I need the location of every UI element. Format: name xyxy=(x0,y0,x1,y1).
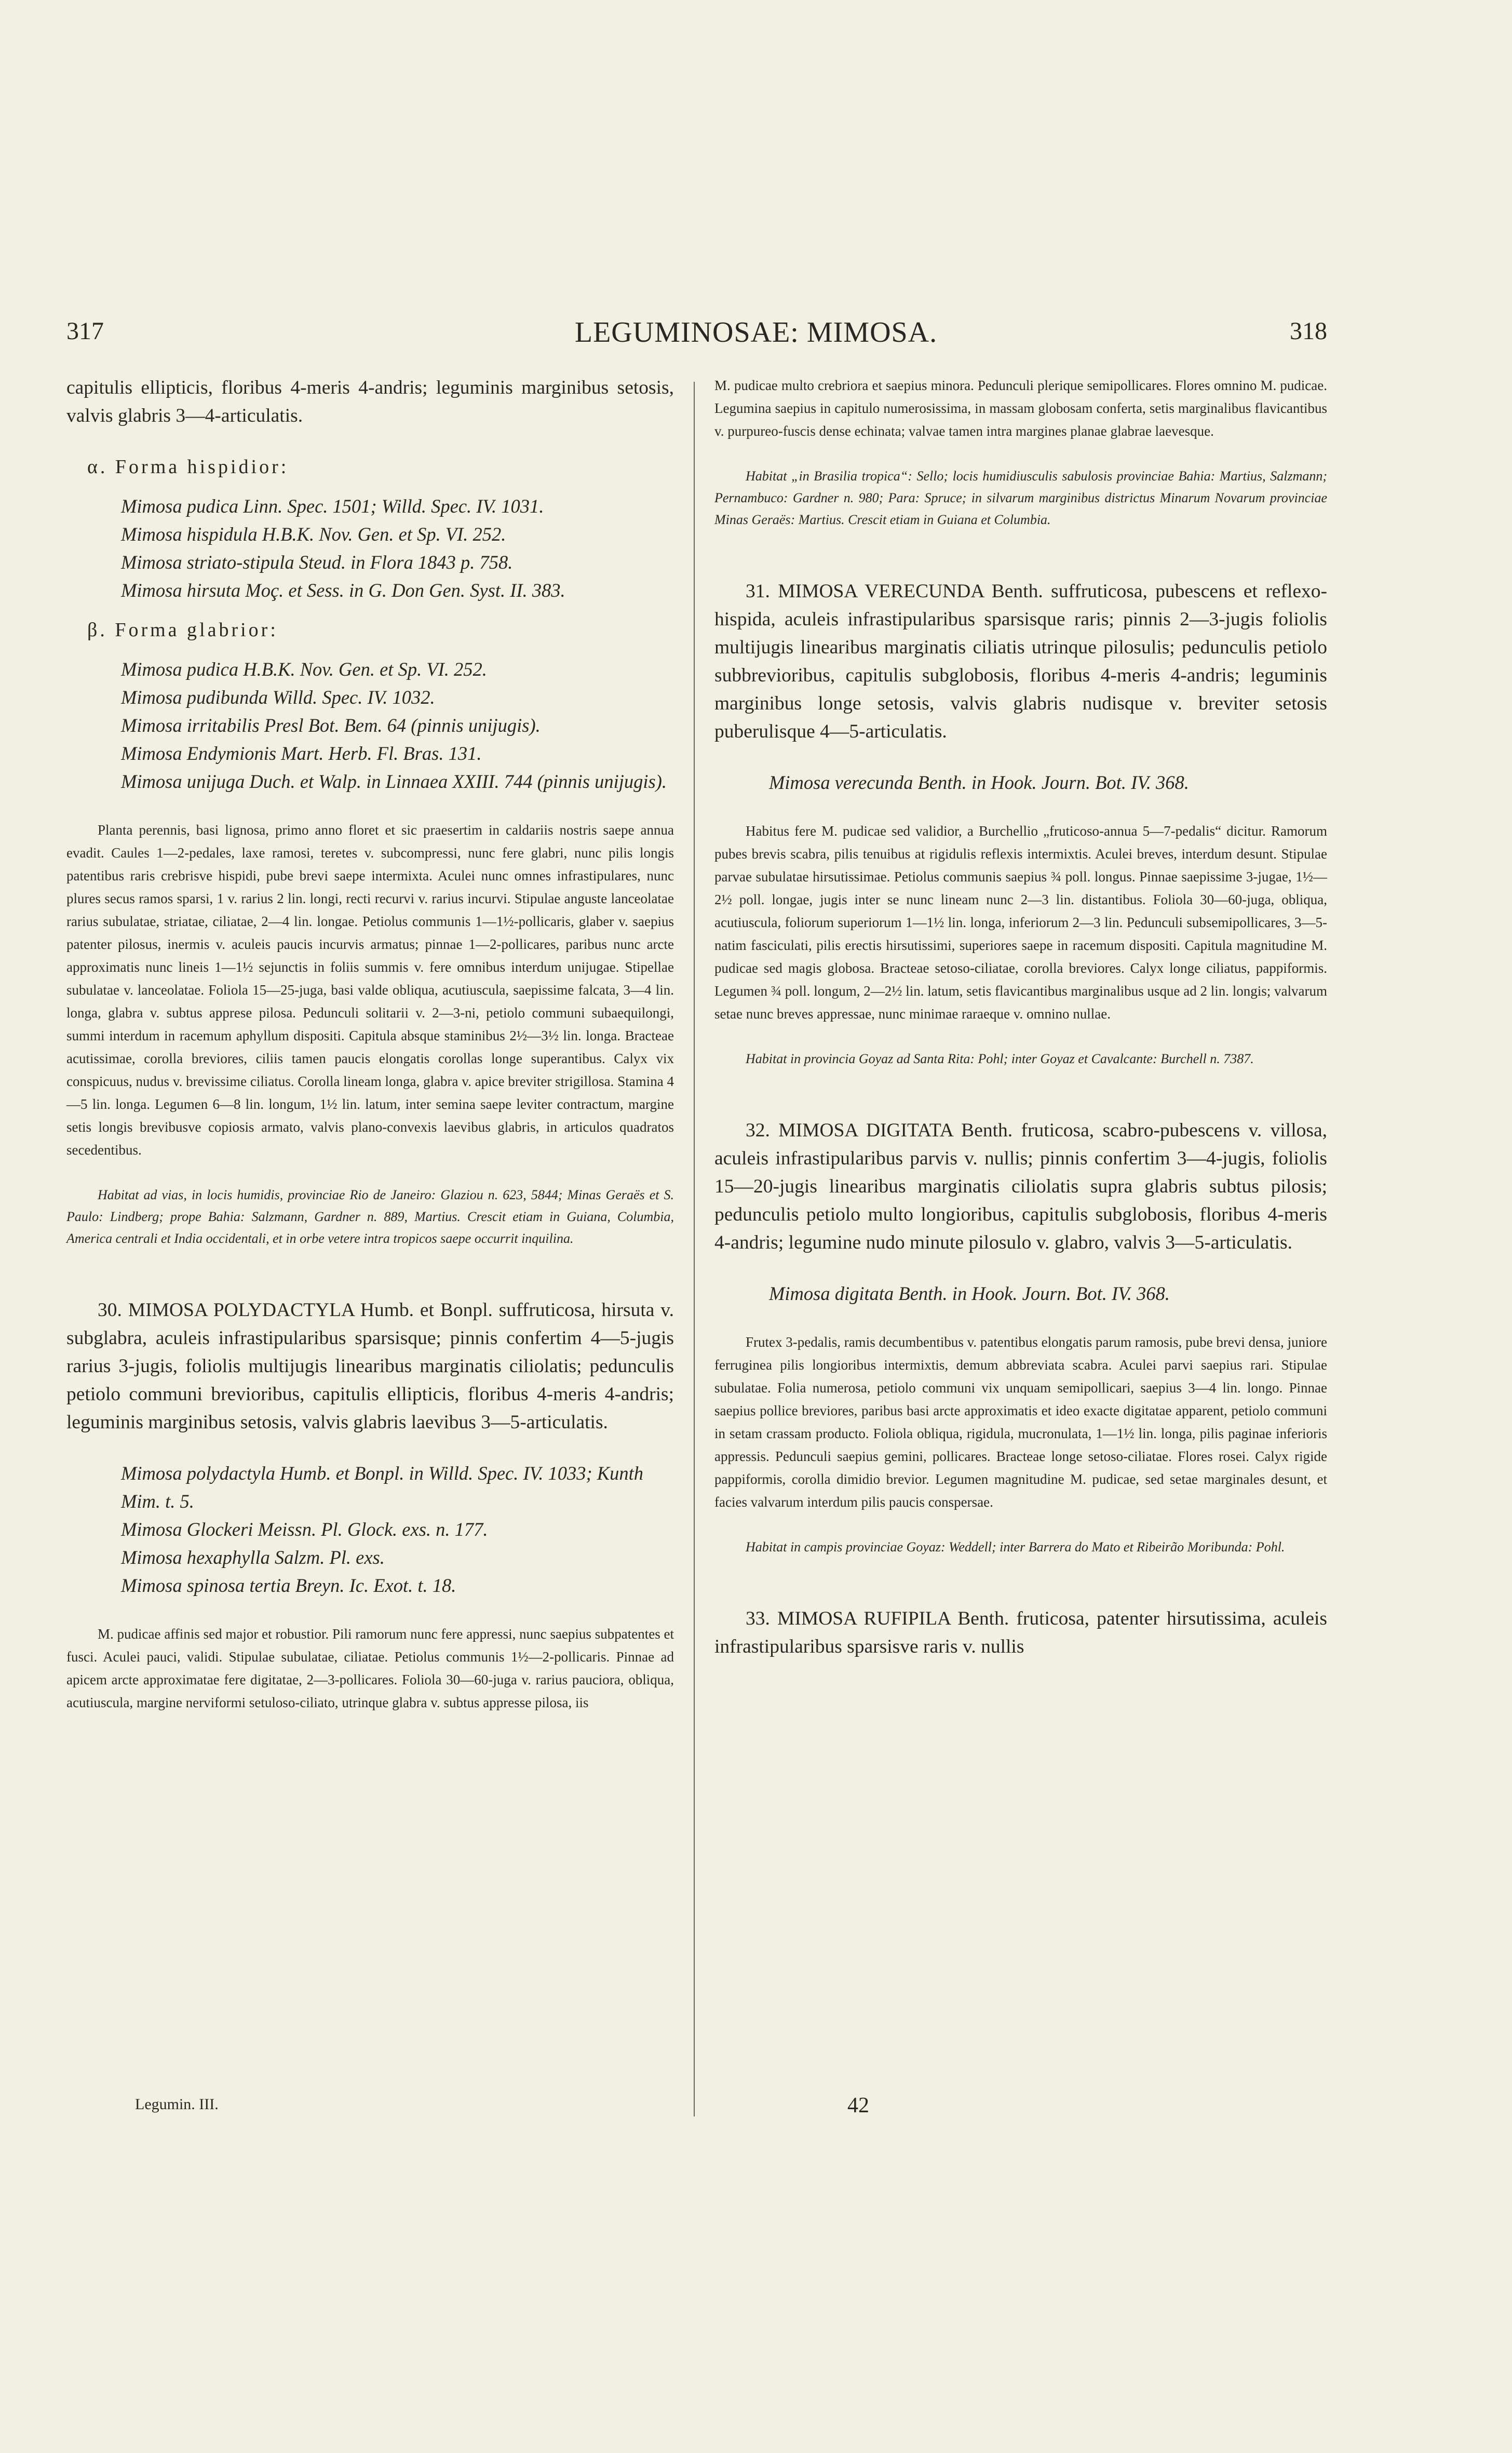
synonym: Mimosa pudica H.B.K. Nov. Gen. et Sp. VI. 252. xyxy=(121,659,487,680)
sheet-number: 42 xyxy=(847,2094,869,2117)
forma-hispidior-heading: α. Forma hispidior: xyxy=(87,456,289,478)
page-number-left: 317 xyxy=(66,317,104,345)
species-32-heading: 32. MIMOSA DIGITATA Benth. fruticosa, scabro-pubescens v. villosa, aculeis infrastipularibus parvis v. nullis; pinnis confertim 3—4-jugis, foliolis 15—20-jugis linearibus marginatis ciliolatis supra glabris subtus pilosis; pedunculis petiolo multo longioribus, capitulis subglobosis, floribus 4-meris 4-andris; legumine nudo minute pilosulo v. glabro, valvis 3—5-articulatis. xyxy=(714,1120,1327,1253)
description-paragraph: Frutex 3-pedalis, ramis decumbentibus v. patentibus elongatis parum ramosis, pube brevi densa, juniore ferruginea pilis longioribus intermixtis, demum abbreviata scabra. Aculei parvi saepius rari. Stipulae subulatae. Folia numerosa, petiolo communi vix unquam semipollicari, saepius 3—4 lin. longo. Pinnae saepius pollice breviores, paribus basi arcte approximatis et ideo exacte digitatae apparent, petiolo communi in setam crassam producto. Foliola obliqua, rigidula, mucronulata, 1—1½ lin. longa, pilis paginae inferioris appressis. Pedunculi saepius gemini, pollicares. Bracteae longe setoso-ciliatae. Flores rosei. Calyx rigide pappiformis, corolla dimidio brevior. Legumen magnitudine M. pudicae, sed setae marginales desunt, et facies valvarum interdum pilis paucis conspersae. xyxy=(714,1334,1327,1510)
synonym: Mimosa Endymionis Mart. Herb. Fl. Bras. 131. xyxy=(121,743,482,764)
synonym: Mimosa pudica Linn. Spec. 1501; Willd. Spec. IV. 1031. xyxy=(121,495,544,517)
synonym: Mimosa verecunda Benth. in Hook. Journ. Bot. IV. 368. xyxy=(769,772,1189,793)
species-30-heading: 30. MIMOSA POLYDACTYLA Humb. et Bonpl. suffruticosa, hirsuta v. subglabra, aculeis infrastipularibus sparsisque; pinnis confertim 4—5-jugis rarius 3-jugis, foliolis multijugis linearibus marginatis ciliolatis; pedunculis petiolo communi brevioribus, capitulis ellipticis, floribus 4-meris 4-andris; leguminis marginibus setosis, valvis glabris laevibus 3—5-articulatis. xyxy=(66,1299,674,1433)
synonym: Mimosa hispidula H.B.K. Nov. Gen. et Sp. VI. 252. xyxy=(121,524,506,545)
continued-paragraph: M. pudicae multo crebriora et saepius minora. Pedunculi plerique semipollicares. Flores omnino M. pudicae. Legumina saepius in capitulo numerosissima, in massam globosam conferta, setis marginalibus flavicantibus v. purpureo-fuscis dense echinata; valvae tamen intra margines planae glabrae laevesque. xyxy=(714,378,1327,439)
page-number-right: 318 xyxy=(1290,317,1327,345)
habitat-paragraph: Habitat ad vias, in locis humidis, provinciae Rio de Janeiro: Glaziou n. 623, 5844; Minas Geraës et S. Paulo: Lindberg; prope Bahia: Salzmann, Gardner n. 889, Martius. Crescit etiam in Guiana, Columbia, America centrali et India occidentali, et in orbe vetere intra tropicos saepe occurrit inquilina. xyxy=(66,1187,674,1246)
synonym: Mimosa unijuga Duch. et Walp. in Linnaea XXIII. 744 (pinnis unijugis). xyxy=(121,771,667,792)
description-paragraph: Planta perennis, basi lignosa, primo anno floret et sic praesertim in caldariis nostris saepe annua evadit. Caules 1—2-pedales, laxe ramosi, teretes v. subcompressi, nunc fere glabri, nunc pilis longis patentibus raris crebrisve hispidi, pube brevi saepe intermixta. Aculei nunc omnes infrastipulares, nunc plures secus ramos sparsi, 1 v. rarius 2 lin. longi, recti recurvi v. rarius incurvi. Stipulae anguste lanceolatae rarius subulatae, striatae, ciliatae, 2—4 lin. longae. Petiolus communis 1—1½-pollicaris, glaber v. saepius patenter pilosus, inermis v. aculeis paucis incurvis armatus; pinnae 1—2-pollicares, paribus nunc arcte approximatis nunc lineis 1—1½ sejunctis in foliis summis v. fere omnibus interdum unijugae. Stipellae subulatae v. lanceolatae. Foliola 15—25-juga, basi valde obliqua, acutiuscula, saepissime falcata, 3—4 lin. longa, glabra v. subtus apprese pilosa. Pedunculi solitarii v. 2—3-ni, petiolo communi subaequilongi, summi interdum in racemum aphyllum dispositi. Capitula absque staminibus 2½—3½ lin. longa. Bracteae acutissimae, corolla breviores, ciliis tamen paucis elongatis corollas longe superantibus. Calyx vix conspicuus, nudus v. brevissime ciliatus. Corolla lineam longa, glabra v. apice breviter strigillosa. Stamina 4—5 lin. longa. Legumen 6—8 lin. longum, 1½ lin. latum, inter semina saepe leviter contractum, margine setis longis brevibusve copiosis armato, valvis plano-convexis laevibus glabris, in articulos quadratos secedentibus. xyxy=(66,822,674,1158)
synonym: Mimosa irritabilis Presl Bot. Bem. 64 (pinnis unijugis). xyxy=(121,715,541,736)
synonym: Mimosa striato-stipula Steud. in Flora 1843 p. 758. xyxy=(121,552,513,573)
left-column xyxy=(66,374,674,1714)
habitat-paragraph: Habitat „in Brasilia tropica“: Sello; locis humidiusculis sabulosis provinciae Bahia: Martius, Salzmann; Pernambuco: Gardner n. 980; Para: Spruce; in silvarum marginibus districtus Minarum Novarum provinciae Minas Geraës: Martius. Crescit etiam in Guiana et Columbia. xyxy=(714,468,1327,527)
description-paragraph: Habitus fere M. pudicae sed validior, a Burchellio „fruticoso-annua 5—7-pedalis“ dicitur. Ramorum pubes brevis scabra, pilis tenuibus at rigidulis reflexis intermixtis. Aculei breves, interdum desunt. Stipulae parvae subulatae hirsutissimae. Petiolus communis saepius ¾ poll. longus. Pinnae saepissime 3-jugae, 1½—2½ poll. longae, jugis inter se nunc lineam nunc 2—3 lin. distantibus. Foliola 30—60-juga, obliqua, acutiuscula, foliorum superiorum 1—1½ lin. longa, inferiorum 2—3 lin. Pedunculi subsemipollicares, 3—5-natim fasciculati, pilis erectis hirsutissimi, superiores saepe in racemum dispositi. Capitula magnitudine M. pudicae sed magis globosa. Bracteae setoso-ciliatae, corolla breviores. Calyx longe ciliatus, pappiformis. Legumen ¾ poll. longum, 2—2½ lin. latum, setis flavicantibus marginalibus usque ad 2 lin. longis; valvarum setae nunc breves appressae, nunc minimae raraeque v. omnino nullae. xyxy=(714,823,1327,1022)
species-33-heading: 33. MIMOSA RUFIPILA Benth. fruticosa, patenter hirsutissima, aculeis infrastipularibus sparsisve raris v. nullis xyxy=(714,1608,1327,1657)
running-head: LEGUMINOSAE: MIMOSA. xyxy=(574,316,938,348)
intro-text: capitulis ellipticis, floribus 4-meris 4-andris; leguminis marginibus setosis, valvis glabris 3—4-articulatis. xyxy=(66,377,674,426)
synonym: Mimosa hexaphylla Salzm. Pl. exs. xyxy=(121,1547,385,1568)
species-31-heading: 31. MIMOSA VERECUNDA Benth. suffruticosa, pubescens et reflexo-hispida, aculeis infrastipularibus sparsisque raris; pinnis 2—3-jugis foliolis multijugis linearibus marginatis ciliatis utrinque pilosulis; pedunculis petiolo subbrevioribus, capitulis subglobosis, floribus 4-meris 4-andris; leguminis marginibus longe setosis, valvis glabris nudisque v. breviter setosis puberulisque 4—5-articulatis. xyxy=(714,581,1327,742)
signature-mark: Legumin. III. xyxy=(135,2096,219,2113)
synonym: Mimosa pudibunda Willd. Spec. IV. 1032. xyxy=(121,687,435,708)
synonym: Mimosa digitata Benth. in Hook. Journ. Bot. IV. 368. xyxy=(769,1283,1170,1304)
right-column xyxy=(714,374,1327,1661)
habitat-paragraph: Habitat in campis provinciae Goyaz: Weddell; inter Barrera do Mato et Ribeirão Moribunda: Pohl. xyxy=(746,1539,1285,1554)
forma-glabrior-heading: β. Forma glabrior: xyxy=(87,619,278,641)
synonym: Mimosa hirsuta Moç. et Sess. in G. Don Gen. Syst. II. 383. xyxy=(121,580,565,601)
habitat-paragraph: Habitat in provincia Goyaz ad Santa Rita: Pohl; inter Goyaz et Cavalcante: Burchell n. 7387. xyxy=(746,1051,1254,1066)
synonym: Mimosa spinosa tertia Breyn. Ic. Exot. t. 18. xyxy=(121,1575,456,1596)
synonym: Mimosa Glockeri Meissn. Pl. Glock. exs. n. 177. xyxy=(121,1519,488,1540)
synonym: Mimosa polydactyla Humb. et Bonpl. in Willd. Spec. IV. 1033; Kunth Mim. t. 5. xyxy=(121,1463,643,1512)
column-divider xyxy=(694,382,695,2116)
description-paragraph: M. pudicae affinis sed major et robustior. Pili ramorum nunc fere appressi, nunc saepius subpatentes et fusci. Aculei pauci, validi. Stipulae subulatae, ciliatae. Petiolus communis 1½—2-pollicaris. Pinnae ad apicem arcte approximatae fere digitatae, 2—3-pollicares. Foliola 30—60-juga v. rarius pauciora, obliqua, acutiuscula, margine nerviformi setuloso-ciliato, utrinque glabra v. subtus appresse pilosa, iis xyxy=(66,1626,674,1710)
